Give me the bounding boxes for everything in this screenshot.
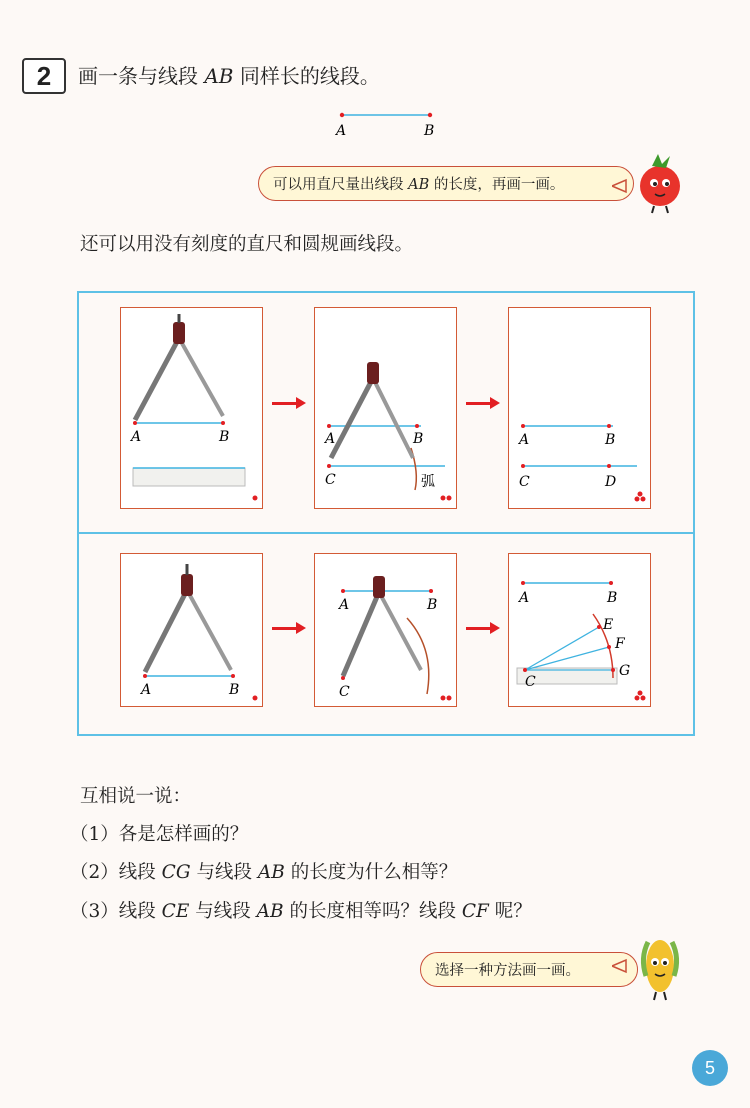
- ruler-icon: [133, 468, 245, 486]
- m1p3-label-c: C: [519, 474, 530, 490]
- hint-ruler-text-end: 的长度，再画一画。: [429, 177, 565, 193]
- q2-text: 线段: [118, 862, 162, 883]
- m1p2-label-b: B: [413, 431, 424, 447]
- question-2: [70, 858, 457, 884]
- tomato-mascot: [612, 150, 692, 214]
- q3-end: 呢？: [488, 901, 532, 922]
- method2-step2-drawing: [315, 554, 456, 706]
- method1-step3-panel: [508, 307, 651, 509]
- instruction-segment: AB: [204, 64, 234, 88]
- hint-ruler-bubble: [258, 166, 634, 201]
- hint-choose-bubble: 选择一种方法画一画。: [420, 952, 638, 987]
- m1p3-label-b: B: [605, 432, 616, 448]
- method1-step1-panel: [120, 307, 263, 509]
- method1-step2-panel: [314, 307, 457, 509]
- m1p3-label-d: D: [605, 474, 617, 490]
- q1-text: 各是怎样画的？: [118, 824, 249, 845]
- method1-step1-drawing: [121, 308, 262, 508]
- corn-mascot: [612, 928, 692, 1003]
- q3-number: （3）: [70, 901, 119, 922]
- q2-seg2: AB: [257, 862, 285, 883]
- q2-mid: 与线段: [190, 862, 258, 883]
- compass-icon: [331, 362, 413, 458]
- m2p3-label-e: E: [603, 617, 614, 633]
- step-arrow-icon: [272, 402, 298, 405]
- reference-segment: [330, 105, 440, 141]
- q3-text: 线段: [118, 901, 162, 922]
- method2-step1-panel: [120, 553, 263, 707]
- q2-seg1: CG: [161, 862, 191, 883]
- compass-icon: [145, 564, 231, 672]
- page-number: 5: [692, 1050, 728, 1086]
- question-3: [70, 897, 532, 923]
- m2p1-label-b: B: [229, 682, 240, 698]
- method2-step1-drawing: [121, 554, 262, 706]
- method1-step3-drawing: [509, 308, 650, 508]
- hint-ruler-segment: AB: [408, 177, 430, 193]
- m2p3-label-f: F: [615, 636, 625, 652]
- m1p2-label-a: A: [325, 431, 336, 447]
- caption: 还可以用没有刻度的直尺和圆规画线段。: [80, 234, 414, 255]
- frame-divider: [77, 532, 695, 534]
- m2p2-label-a: A: [339, 597, 350, 613]
- q3-seg3: CF: [461, 901, 489, 922]
- method2-step2-panel: [314, 553, 457, 707]
- method2-step3-panel: [508, 553, 651, 707]
- q2-end: 的长度为什么相等？: [284, 862, 458, 883]
- m1p1-label-a: A: [131, 429, 142, 445]
- instruction-text: 画一条与线段: [78, 64, 205, 88]
- q3-seg1: CE: [161, 901, 190, 922]
- method1-step2-drawing: [315, 308, 456, 508]
- m2p3-label-a: A: [519, 590, 530, 606]
- exercise-number: 2: [22, 58, 66, 94]
- q3-text2: 的长度相等吗？线段: [283, 901, 462, 922]
- m2p2-label-b: B: [427, 597, 438, 613]
- q2-number: （2）: [70, 862, 119, 883]
- ref-label-b: B: [424, 123, 435, 139]
- discussion-title: 互相说一说：: [80, 786, 192, 807]
- arc-label: 弧: [421, 474, 435, 490]
- instruction-text-end: 同样长的线段。: [233, 64, 380, 88]
- m2p3-label-b: B: [607, 590, 618, 606]
- compass-icon: [135, 314, 223, 420]
- m2p3-label-c: C: [525, 674, 536, 690]
- q3-mid: 与线段: [189, 901, 257, 922]
- m1p3-label-a: A: [519, 432, 530, 448]
- method2-step3-drawing: [509, 554, 650, 706]
- m2p1-label-a: A: [141, 682, 152, 698]
- m1p1-label-b: B: [219, 429, 230, 445]
- q3-seg2: AB: [256, 901, 284, 922]
- hint-ruler-text: 可以用直尺量出线段: [273, 177, 409, 193]
- step-arrow-icon: [466, 627, 492, 630]
- question-1: [70, 820, 248, 846]
- exercise-instruction: [78, 60, 380, 89]
- m2p2-label-c: C: [339, 684, 350, 700]
- m1p2-label-c: C: [325, 472, 336, 488]
- ref-label-a: A: [336, 123, 347, 139]
- step-arrow-icon: [466, 402, 492, 405]
- m2p3-label-g: G: [619, 663, 631, 679]
- step-arrow-icon: [272, 627, 298, 630]
- q1-number: （1）: [70, 824, 119, 845]
